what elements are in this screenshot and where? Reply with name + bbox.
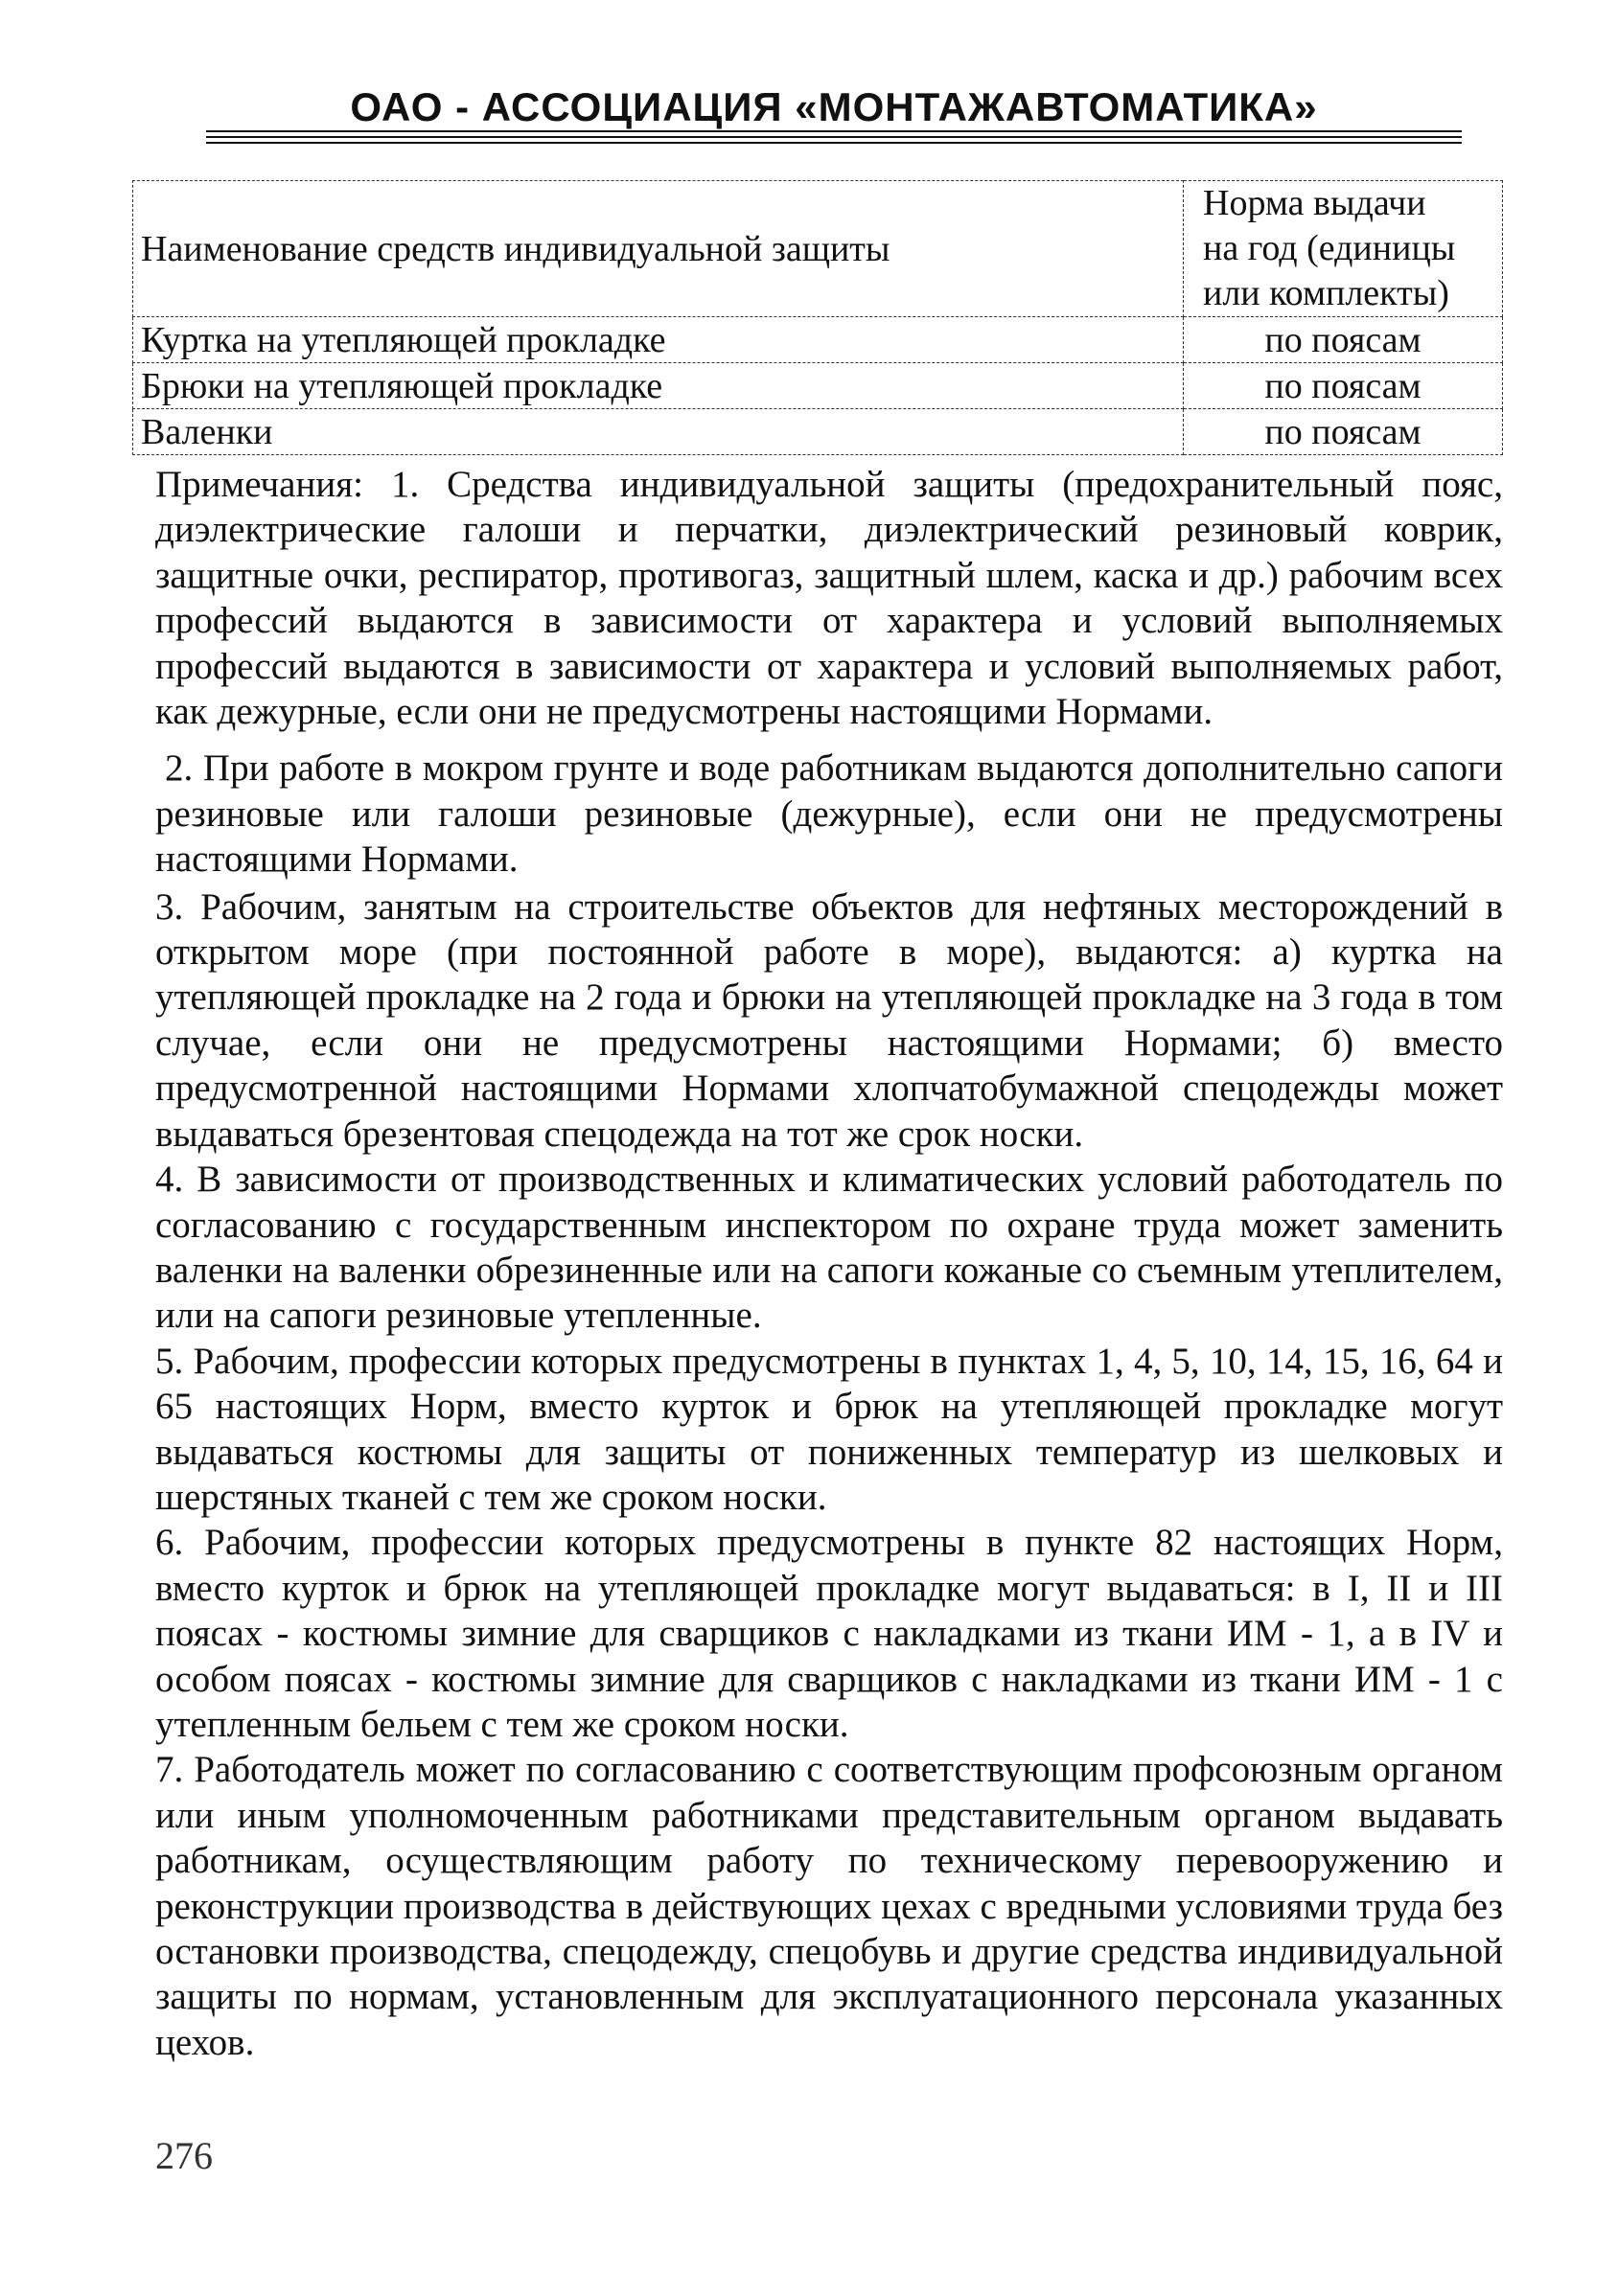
table-cell-norm: по поясам <box>1184 363 1503 409</box>
note-paragraph: Примечания: 1. Средства индивидуальной защиты (предохранительный пояс, диэлектрические галоши и перчатки, диэлектрический резиновый коврик, защитные очки, респиратор, противогаз, защитный шлем, каска и др.) рабочим всех профессий выдаются в зависимости от характера и условий выполняемых профессий выдаются в зависимости от характера и условий выполняемых работ, как дежурные, если они не предусмотрены настоящими Нормами. <box>155 464 1503 733</box>
note-paragraph: 6. Рабочим, профессии которых предусмотрены в пункте 82 настоящих Норм, вместо курток и брюк на утепляющей прокладке могут выдаваться: в I, II и III поясах - костюмы зимние для сварщиков с накладками из ткани ИМ - 1, а в IV и особом поясах - костюмы зимние для сварщиков с накладками из ткани ИМ - 1 с утепленным бельем с тем же сроком носки. <box>155 1522 1503 1745</box>
column-header-name: Наименование средств индивидуальной защиты <box>133 181 1184 317</box>
table-cell-name: Брюки на утепляющей прокладке <box>133 363 1184 409</box>
table-cell-norm: по поясам <box>1184 409 1503 455</box>
notes-section <box>155 462 1503 2065</box>
page-header-title: ОАО - АССОЦИАЦИЯ «МОНТАЖАВТОМАТИКА» <box>350 84 1318 129</box>
page-number: 276 <box>155 2134 213 2177</box>
column-header-norm-line: на год (единицы <box>1203 228 1456 268</box>
note-paragraph: 4. В зависимости от производственных и климатических условий работодатель по согласованию с государственным инспектором по охране труда может заменить валенки на валенки обрезиненные или на сапоги кожаные со съемным утеплителем, или на сапоги резиновые утепленные. <box>155 1159 1503 1337</box>
table-row <box>133 363 1503 409</box>
column-header-norm <box>1184 181 1503 317</box>
table-row <box>133 317 1503 363</box>
note-paragraph: 3. Рабочим, занятым на строительстве объектов для нефтяных месторождений в открытом море (при постоянной работе в море), выдаются: а) куртка на утепляющей прокладке на 2 года и брюки на утепляющей прокладке на 3 года в том случае, если они не предусмотрены настоящими Нормами; б) вместо предусмотренной настоящими Нормами хлопчатобумажной спецодежды может выдаваться брезентовая спецодежда на тот же срок носки. <box>155 885 1503 1155</box>
column-header-norm-line: или комплекты) <box>1203 273 1449 313</box>
table-cell-name: Куртка на утепляющей прокладке <box>133 317 1184 363</box>
table-cell-norm: по поясам <box>1184 317 1503 363</box>
note-paragraph: 7. Работодатель может по согласованию с соответствующим профсоюзным органом или иным уполномоченным работниками представительным органом выдавать работникам, осуществляющим работу по техническому перевооружению и реконструкции производства в действующих цехах с вредными условиями труда без остановки производства, спецодежду, спецобувь и другие средства индивидуальной защиты по нормам, установленным для эксплуатационного персонала указанных цехов. <box>155 1749 1503 2063</box>
note-paragraph: 5. Рабочим, профессии которых предусмотрены в пунктах 1, 4, 5, 10, 14, 15, 16, 64 и 65 настоящих Норм, вместо курток и брюк на утепляющей прокладке могут выдаваться костюмы для защиты от пониженных температур из шелковых и шерстяных тканей с тем же сроком носки. <box>155 1340 1503 1518</box>
table-row <box>133 409 1503 455</box>
table-header-row <box>133 181 1503 317</box>
header-rule <box>206 130 1462 132</box>
header-rule <box>206 136 1462 138</box>
column-header-norm-line: Норма выдачи <box>1203 183 1426 223</box>
note-paragraph: 2. При работе в мокром грунте и воде работникам выдаются дополнительно сапоги резиновые или галоши резиновые (дежурные), если они не предусмотрены настоящими Нормами. <box>155 747 1503 881</box>
header-rule <box>206 142 1462 144</box>
table-cell-name: Валенки <box>133 409 1184 455</box>
ppe-norms-table <box>132 180 1503 455</box>
